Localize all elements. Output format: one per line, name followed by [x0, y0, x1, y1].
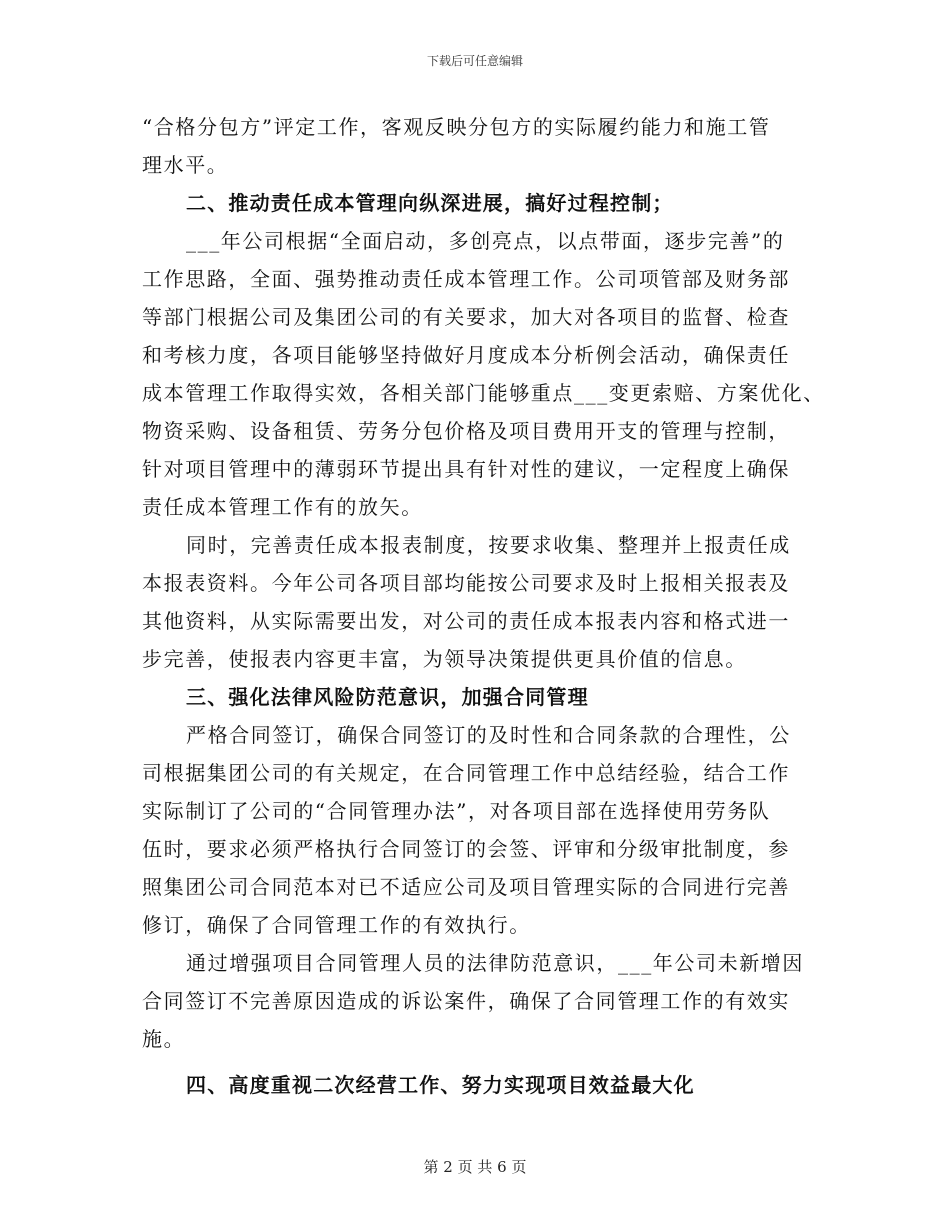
body-line: 物资采购、设备租赁、劳务分包价格及项目费用开支的管理与控制， [142, 419, 790, 443]
body-line: 成本管理工作取得实效，各相关部门能够重点___变更索赔、方案优化、 [142, 381, 825, 405]
document-body [142, 108, 825, 1104]
body-line: 其他资料，从实际需要出发，对公司的责任成本报表内容和格式进一 [142, 609, 790, 633]
section-heading-4: 四、高度重视二次经营工作、努力实现项目效益最大化 [186, 1073, 695, 1097]
body-line: 步完善，使报表内容更丰富，为领导决策提供更具价值的信息。 [142, 647, 747, 671]
page-header: 下载后可任意编辑 [426, 54, 523, 68]
paragraph-start: ___年公司根据“全面启动，多创亮点，以点带面，逐步完善”的 [186, 229, 785, 253]
section-heading-3: 三、强化法律风险防范意识，加强合同管理 [186, 685, 589, 709]
body-line: 施。 [142, 1027, 186, 1051]
paragraph-start: 通过增强项目合同管理人员的法律防范意识，___年公司未新增因 [186, 951, 804, 975]
body-line: 照集团公司合同范本对已不适应公司及项目管理实际的合同进行完善 [142, 875, 790, 899]
body-line: 理水平。 [142, 153, 229, 177]
body-line: 实际制订了公司的“合同管理办法”，对各项目部在选择使用劳务队 [142, 799, 771, 823]
body-line: 等部门根据公司及集团公司的有关要求，加大对各项目的监督、检查 [142, 305, 790, 329]
paragraph-start: 严格合同签订，确保合同签订的及时性和合同条款的合理性，公 [186, 723, 791, 747]
body-line: 本报表资料。今年公司各项目部均能按公司要求及时上报相关报表及 [142, 571, 790, 595]
body-line: 合同签订不完善原因造成的诉讼案件，确保了合同管理工作的有效实 [142, 989, 790, 1013]
body-line: 和考核力度，各项目能够坚持做好月度成本分析例会活动，确保责任 [142, 343, 790, 367]
body-line: 责任成本管理工作有的放矢。 [142, 495, 423, 519]
section-heading-2: 二、推动责任成本管理向纵深进展，搞好过程控制； [186, 191, 674, 215]
body-line: 伍时，要求必须严格执行合同签订的会签、评审和分级审批制度，参 [142, 837, 790, 861]
body-line: 工作思路，全面、强势推动责任成本管理工作。公司项管部及财务部 [142, 267, 790, 291]
body-line: “合格分包方”评定工作，客观反映分包方的实际履约能力和施工管 [142, 115, 771, 139]
body-line: 针对项目管理中的薄弱环节提出具有针对性的建议，一定程度上确保 [142, 457, 790, 481]
body-line: 修订，确保了合同管理工作的有效执行。 [142, 913, 531, 937]
body-line: 司根据集团公司的有关规定，在合同管理工作中总结经验，结合工作 [142, 761, 790, 785]
paragraph-start: 同时，完善责任成本报表制度，按要求收集、整理并上报责任成 [186, 533, 791, 557]
page-footer: 第 2 页 共 6 页 [423, 1158, 527, 1176]
